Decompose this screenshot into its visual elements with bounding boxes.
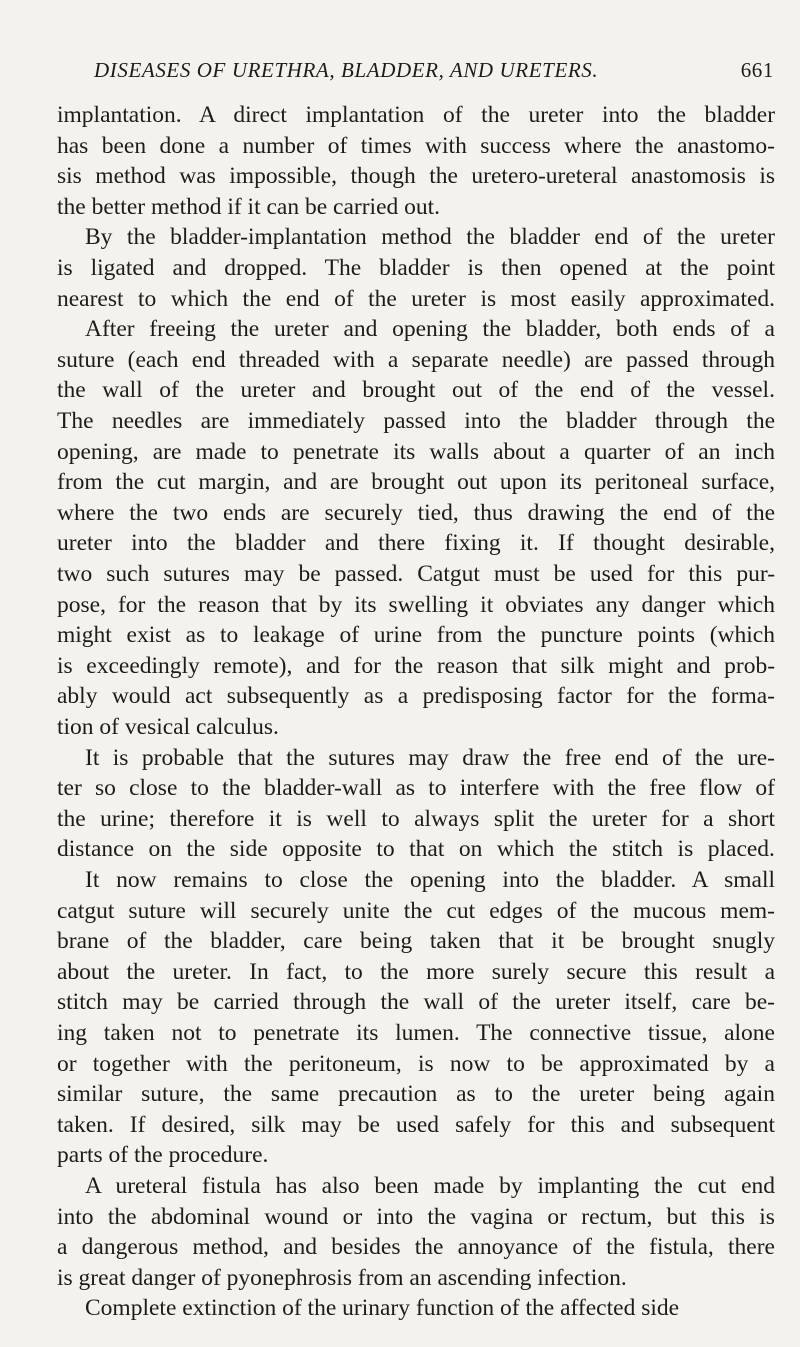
text-line: After freeing the ureter and opening the bladder, both ends of a — [85, 316, 775, 343]
text-line: ably would act subsequently as a predisposing factor for the forma- — [57, 683, 776, 710]
text-line: the urine; therefore it is well to always split the ureter for a short — [57, 805, 776, 832]
text-line: implantation. A direct implantation of the ureter into the bladder — [57, 102, 776, 128]
text-line: where the two ends are securely tied, thus drawing the end of the — [57, 499, 776, 526]
text-line: similar suture, the same precaution as to the ureter being again — [57, 1081, 775, 1108]
text-line: catgut suture will securely unite the cut edges of the mucous mem- — [57, 897, 775, 924]
text-line: opening, are made to penetrate its walls about a quarter of an inch — [57, 438, 776, 465]
text-line: suture (each end threaded with a separate needle) are passed through — [57, 346, 775, 373]
text-line: is exceedingly remote), and for the reason that silk might and prob- — [57, 652, 776, 679]
text-line: the better method if it can be carried out. — [57, 193, 441, 220]
text-line: sis method was impossible, though the uretero-ureteral anastomosis is — [57, 163, 776, 190]
text-line: or together with the peritoneum, is now to be approximated by a — [57, 1050, 775, 1077]
running-head — [94, 58, 774, 90]
text-line: pose, for the reason that by its swelling it obviates any danger which — [57, 591, 775, 618]
text-line: into the abdominal wound or into the vagina or rectum, but this is — [57, 1203, 775, 1230]
text-line: might exist as to leakage of urine from the puncture points (which — [57, 622, 775, 649]
text-line: nearest to which the end of the ureter is most easily approximated. — [57, 285, 776, 312]
text-line: has been done a number of times with success where the anastomo- — [57, 132, 776, 159]
text-line: parts of the procedure. — [57, 1142, 269, 1169]
text-line: tion of vesical calculus. — [57, 714, 279, 740]
text-line: is ligated and dropped. The bladder is then opened at the point — [57, 255, 776, 281]
text-line: Complete extinction of the urinary function of the affected side — [85, 1295, 680, 1322]
text-line: The needles are immediately passed into the bladder through the — [57, 408, 776, 434]
running-title: DISEASES OF URETHRA, BLADDER, AND URETERS. — [94, 58, 599, 82]
text-line: two such sutures may be passed. Catgut must be used for this pur- — [57, 561, 776, 587]
text-line: is great danger of pyonephrosis from an ascending infection. — [57, 1264, 627, 1291]
text-line: ing taken not to penetrate its lumen. The connective tissue, alone — [57, 1020, 775, 1046]
text-line: brane of the bladder, care being taken that it be brought snugly — [57, 928, 775, 955]
page-number: 661 — [740, 58, 774, 82]
text-line: distance on the side opposite to that on which the stitch is placed. — [57, 836, 775, 863]
text-line: ter so close to the bladder-wall as to interfere with the free flow of — [57, 775, 775, 802]
text-line: It now remains to close the opening into the bladder. A small — [85, 867, 775, 893]
text-line: ureter into the bladder and there fixing it. If thought desirable, — [57, 530, 775, 557]
text-line: It is probable that the sutures may draw the free end of the ure- — [85, 744, 775, 771]
text-line: A ureteral fistula has also been made by implanting the cut end — [85, 1173, 776, 1199]
text-line: from the cut margin, and are brought out upon its peritoneal surface, — [57, 469, 776, 496]
text-line: stitch may be carried through the wall of the ureter itself, care be- — [57, 989, 776, 1016]
text-line: about the ureter. In fact, to the more surely secure this result a — [57, 958, 776, 985]
text-line: the wall of the ureter and brought out of the end of the vessel. — [57, 377, 775, 404]
text-line: taken. If desired, silk may be used safely for this and subsequent — [57, 1111, 776, 1138]
text-line: a dangerous method, and besides the annoyance of the fistula, there — [57, 1234, 775, 1261]
text-line: By the bladder-implantation method the bladder end of the ureter — [85, 224, 775, 251]
